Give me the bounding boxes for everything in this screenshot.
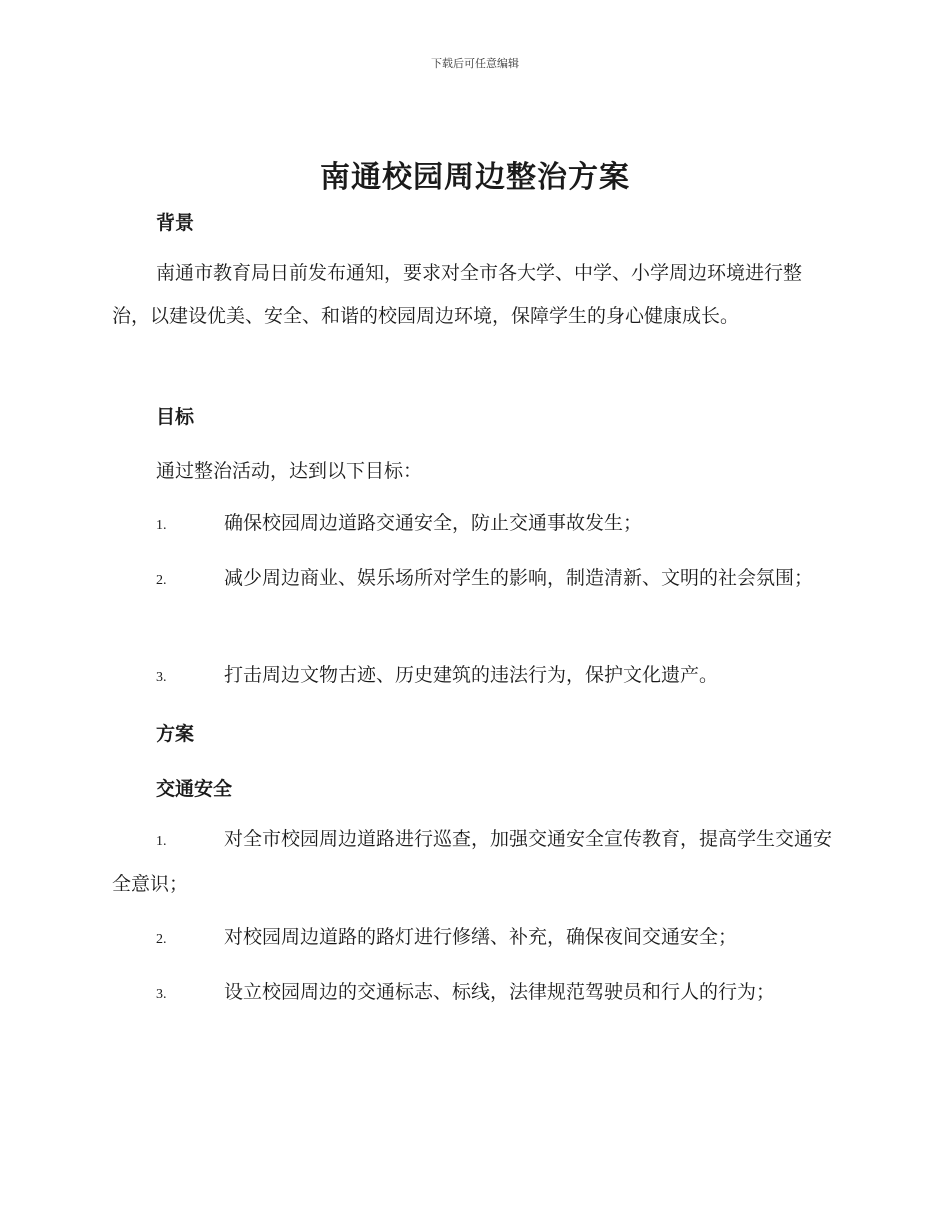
traffic-item-number: 2. xyxy=(156,932,167,947)
goal-item-number: 3. xyxy=(156,670,167,685)
traffic-item-number: 3. xyxy=(156,987,167,1002)
header-note: 下载后可任意编辑 xyxy=(431,57,519,70)
traffic-item xyxy=(112,971,834,1016)
goal-item-number: 1. xyxy=(156,518,167,533)
heading-plan: 方案 xyxy=(156,723,195,745)
goal-item-text: 打击周边文物古迹、历史建筑的违法行为，保护文化遗产。 xyxy=(224,664,719,686)
goal-item-text: 确保校园周边道路交通安全，防止交通事故发生； xyxy=(224,512,643,534)
background-paragraph: 南通市教育局日前发布通知，要求对全市各大学、中学、小学周边环境进行整治，以建设优美、安全、和谐的校园周边环境，保障学生的身心健康成长。 xyxy=(112,262,803,327)
goals-intro: 通过整治活动，达到以下目标： xyxy=(156,460,423,482)
heading-traffic-safety: 交通安全 xyxy=(156,778,233,800)
traffic-item xyxy=(112,916,834,961)
traffic-item-text: 对全市校园周边道路进行巡查，加强交通安全宣传教育，提高学生交通安全意识； xyxy=(112,828,833,895)
traffic-item xyxy=(112,818,834,906)
goal-item-number: 2. xyxy=(156,573,167,588)
goal-item xyxy=(112,654,834,699)
traffic-item-text: 设立校园周边的交通标志、标线，法律规范驾驶员和行人的行为； xyxy=(224,981,776,1003)
goal-item xyxy=(112,557,834,602)
goal-item-text: 减少周边商业、娱乐场所对学生的影响，制造清新、文明的社会氛围； xyxy=(224,567,814,589)
traffic-item-text: 对校园周边道路的路灯进行修缮、补充，确保夜间交通安全； xyxy=(224,926,738,948)
traffic-item-number: 1. xyxy=(156,834,167,849)
document-title: 南通校园周边整治方案 xyxy=(320,160,630,195)
heading-background: 背景 xyxy=(156,212,195,234)
goal-item xyxy=(112,502,834,547)
heading-goals: 目标 xyxy=(156,406,195,428)
